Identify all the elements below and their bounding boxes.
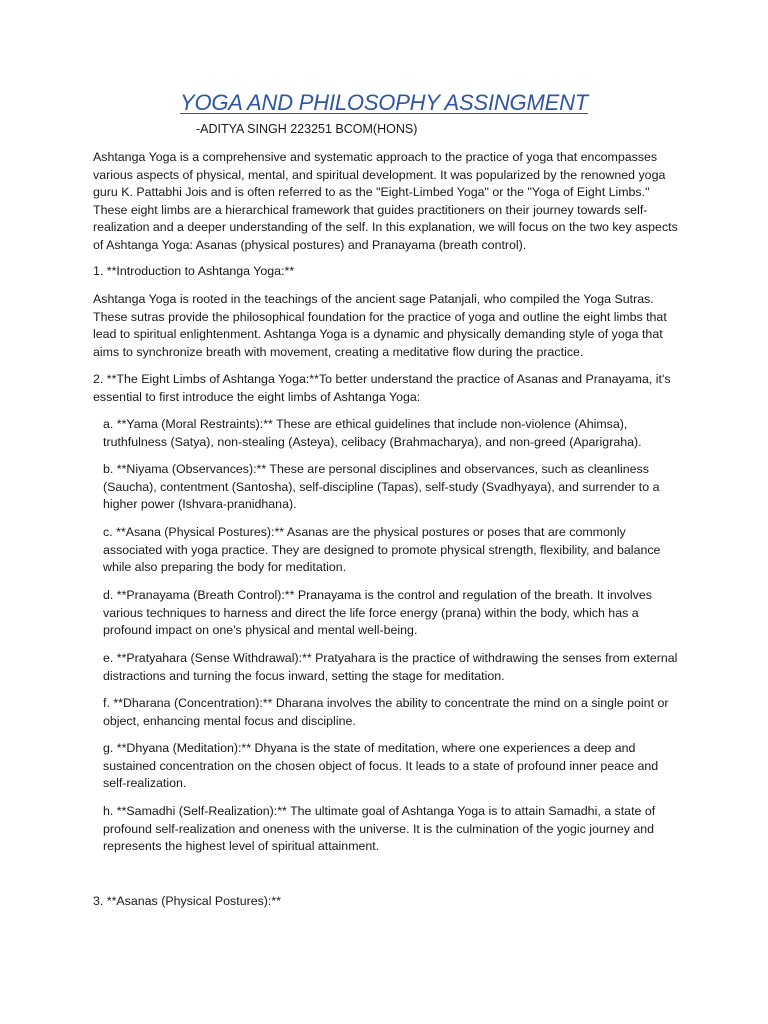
- paragraph: Ashtanga Yoga is rooted in the teachings of the ancient sage Patanjali, who compiled the Yoga Sutras. These sutras provide the philosophical foundation for the practice of yoga and outline the eight limbs that lead to spiritual enlightenment. Ashtanga Yoga is a dynamic and physically demanding style of yoga that aims to synchronize breath with movement, creating a meditative flow during the practice.: [93, 292, 667, 359]
- list-item: b. **Niyama (Observances):** These are personal disciplines and observances, such as cleanliness (Saucha), contentment (Santosha), self-discipline (Tapas), self-study (Svadhyaya), and surrender to a higher power (Ishvara-pranidhana).: [103, 462, 660, 512]
- list-item: a. **Yama (Moral Restraints):** These are ethical guidelines that include non-violence (Ahimsa), truthfulness (Satya), non-stealing (Asteya), celibacy (Brahmacharya), and non-greed (Aparigraha).: [103, 417, 642, 449]
- author-line: -ADITYA SINGH 223251 BCOM(HONS): [196, 122, 418, 136]
- limb-dharana: [93, 695, 683, 730]
- section-heading-1: [93, 263, 683, 281]
- paragraph: Ashtanga Yoga is a comprehensive and systematic approach to the practice of yoga that encompasses various aspects of physical, mental, and spiritual development. It was popularized by the renowned yoga guru K. Pattabhi Jois and is often referred to as the "Eight-Limbed Yoga" or the "Yoga of Eight Limbs." These eight limbs are a hierarchical framework that guides practitioners on their journey towards self-realization and a deeper understanding of the self. In this explanation, we will focus on the two key aspects of Ashtanga Yoga: Asanas (physical postures) and Pranayama (breath control).: [93, 150, 678, 252]
- paragraph: 1. **Introduction to Ashtanga Yoga:**: [93, 264, 295, 278]
- list-item: h. **Samadhi (Self-Realization):** The ultimate goal of Ashtanga Yoga is to attain Samadhi, a state of profound self-realization and oneness with the universe. It is the culmination of the yogic journey and represents the highest level of spiritual attainment.: [103, 804, 656, 854]
- section-heading-2: [93, 371, 683, 406]
- paragraph: 2. **The Eight Limbs of Ashtanga Yoga:**To better understand the practice of Asanas and Pranayama, it's essential to first introduce the eight limbs of Ashtanga Yoga:: [93, 372, 671, 404]
- limb-pratyahara: [93, 650, 683, 685]
- limb-dhyana: [93, 740, 683, 793]
- limb-samadhi: [93, 803, 683, 856]
- list-item: f. **Dharana (Concentration):** Dharana involves the ability to concentrate the mind on a single point or object, enhancing mental focus and discipline.: [103, 696, 669, 728]
- list-item: c. **Asana (Physical Postures):** Asanas are the physical postures or poses that are commonly associated with yoga practice. They are designed to promote physical strength, flexibility, and balance while also preparing the body for meditation.: [103, 525, 661, 575]
- list-item: d. **Pranayama (Breath Control):** Pranayama is the control and regulation of the breath. It involves various techniques to harness and direct the life force energy (prana) within the body, which has a profound impact on one's physical and mental well-being.: [103, 588, 652, 638]
- intro-paragraph: [93, 149, 683, 255]
- limb-niyama: [93, 461, 683, 514]
- limb-yama: [93, 416, 683, 451]
- paragraph-ashtanga-roots: [93, 291, 683, 361]
- document-title: YOGA AND PHILOSOPHY ASSINGMENT: [179, 90, 588, 115]
- section-heading-3: [93, 893, 683, 911]
- list-item: g. **Dhyana (Meditation):** Dhyana is the state of meditation, where one experiences a deep and sustained concentration on the chosen object of focus. It leads to a state of profound inner peace and self-realization.: [103, 741, 659, 791]
- limb-pranayama: [93, 587, 683, 640]
- limb-asana: [93, 524, 683, 577]
- paragraph: 3. **Asanas (Physical Postures):**: [93, 894, 282, 908]
- list-item: e. **Pratyahara (Sense Withdrawal):** Pratyahara is the practice of withdrawing the senses from external distractions and turning the focus inward, setting the stage for meditation.: [103, 651, 678, 683]
